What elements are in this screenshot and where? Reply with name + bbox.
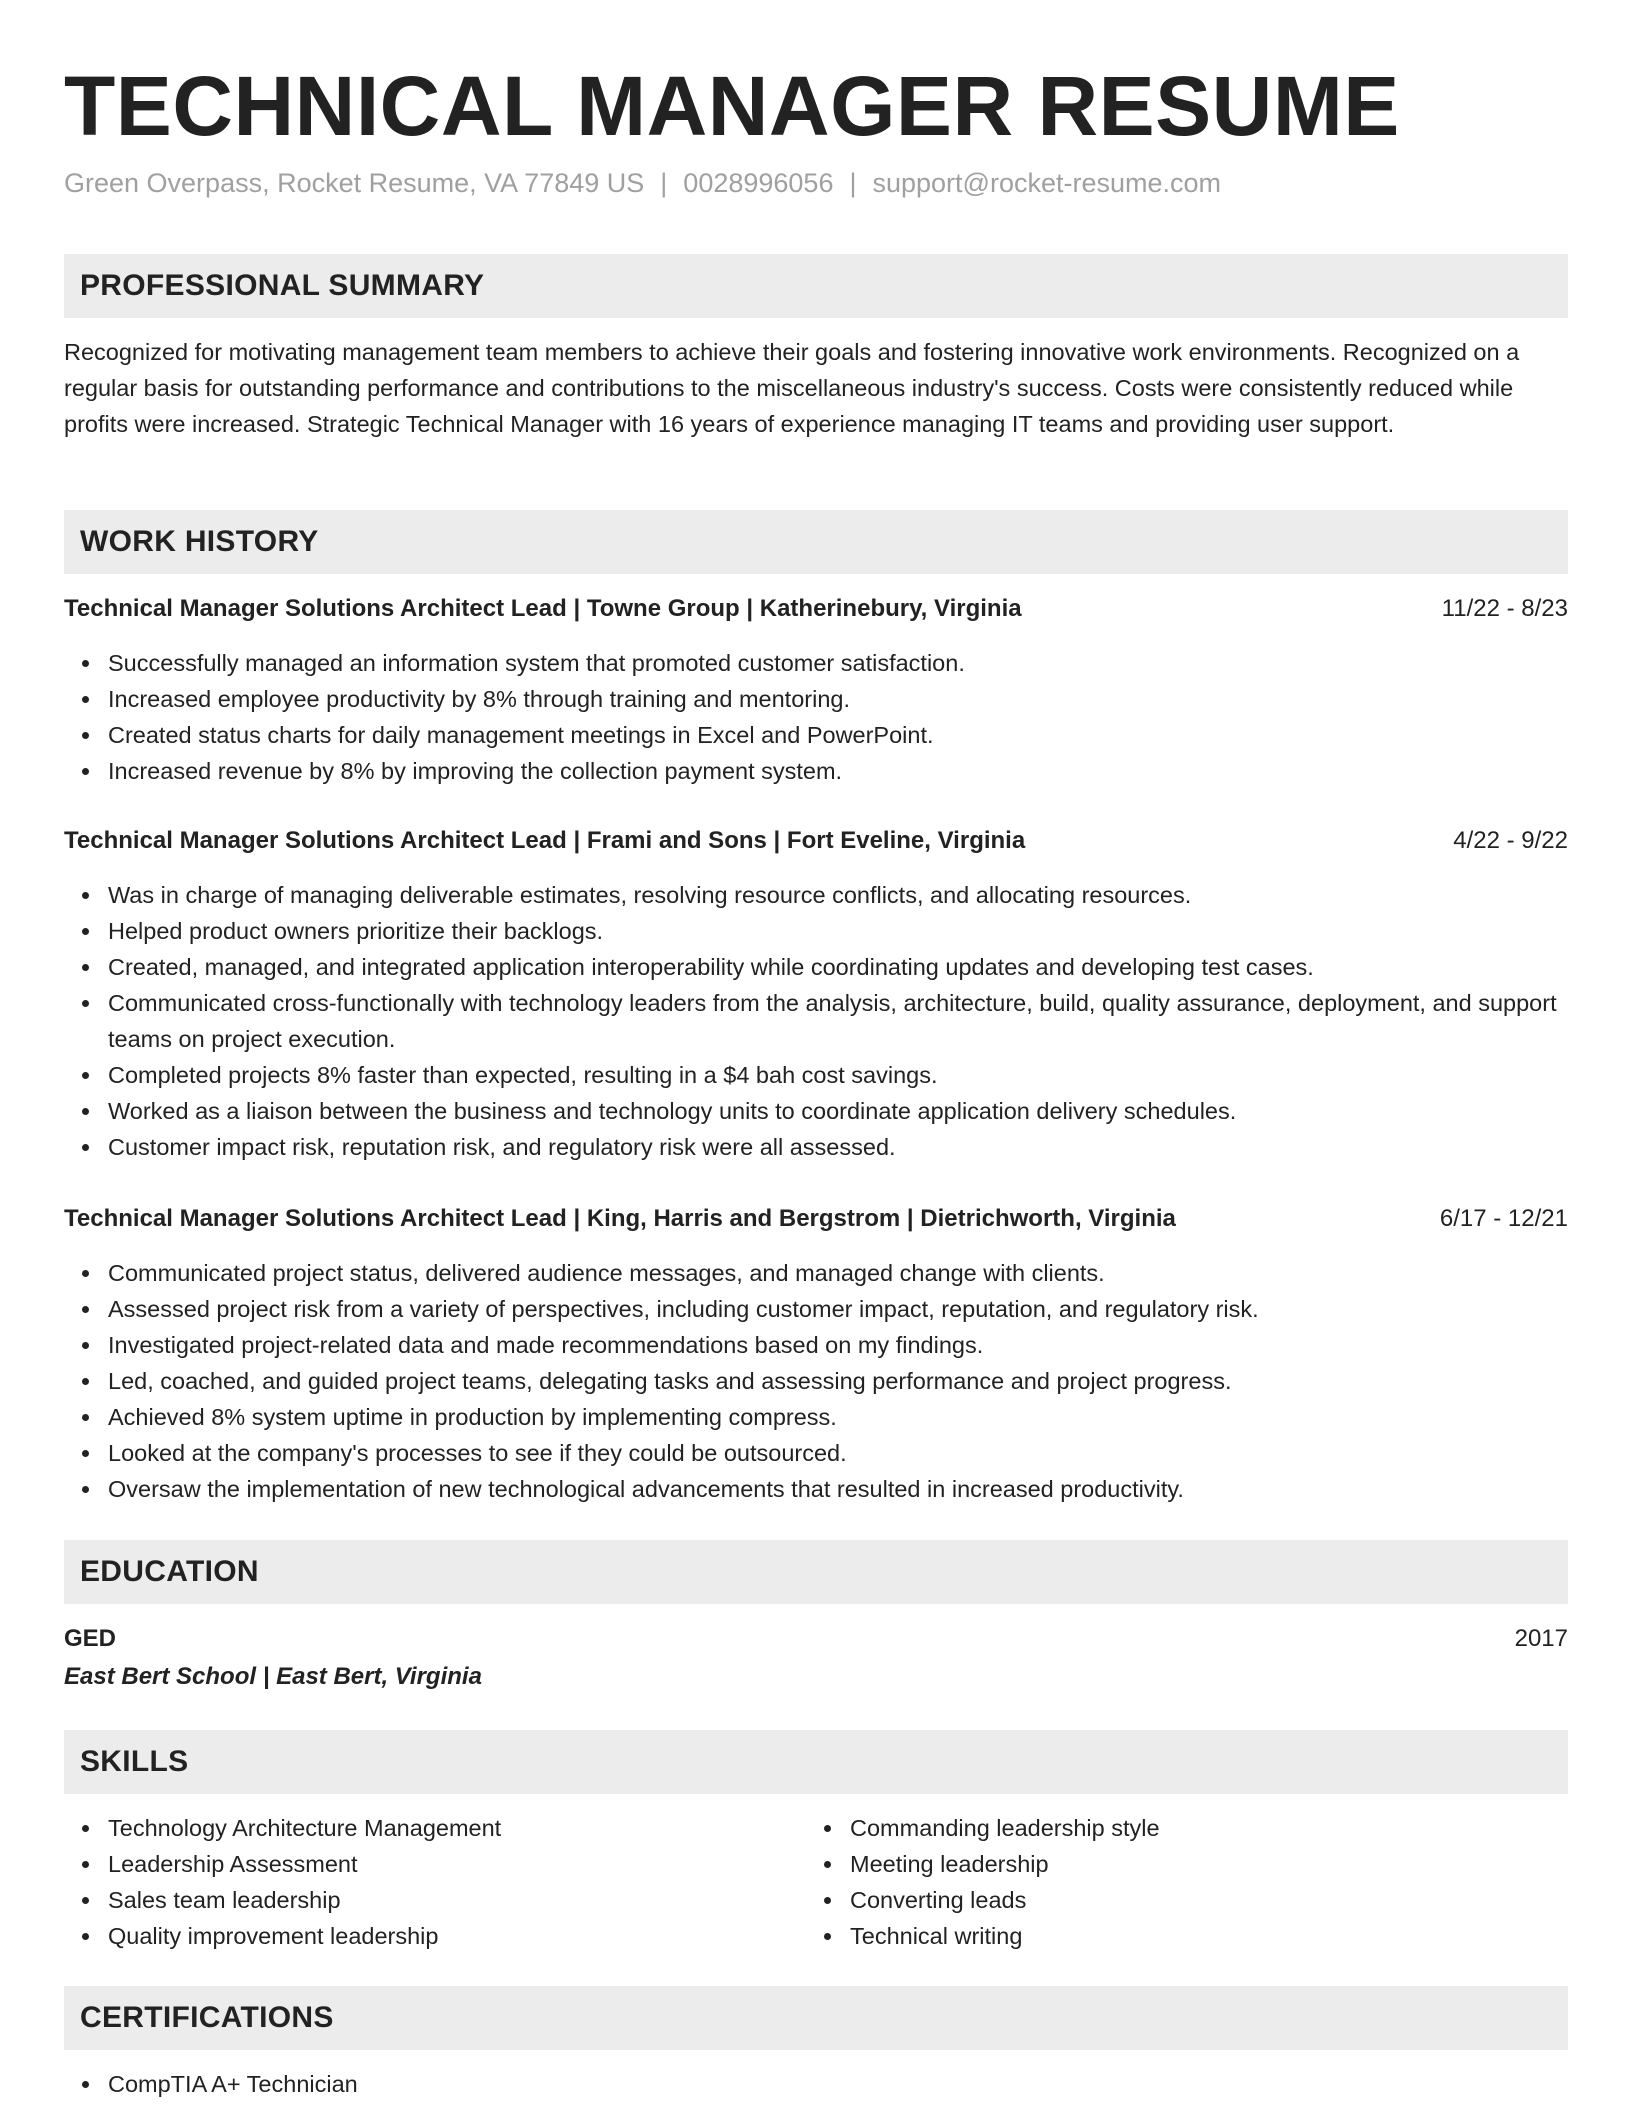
- job-bullet: Created status charts for daily management meetings in Excel and PowerPoint.: [108, 717, 1568, 753]
- job-dates: 6/17 - 12/21: [1439, 1205, 1568, 1232]
- job-title: Technical Manager Solutions Architect Lead | Frami and Sons | Fort Eveline, Virginia: [64, 827, 1026, 854]
- education-header: [64, 1621, 1568, 1657]
- job-bullets: [64, 1255, 1568, 1507]
- skills-column-right: [806, 1810, 1506, 1954]
- contact-separator: |: [660, 168, 668, 198]
- section-header-work-history: [64, 510, 1568, 574]
- section-header-summary: [64, 254, 1568, 318]
- job-dates: 4/22 - 9/22: [1453, 827, 1568, 854]
- job-bullet: Oversaw the implementation of new technological advancements that resulted in increased productivity.: [108, 1471, 1568, 1507]
- skill-item: Commanding leadership style: [850, 1810, 1506, 1846]
- job-bullet: Led, coached, and guided project teams, delegating tasks and assessing performance and project progress.: [108, 1363, 1568, 1399]
- job-bullet: Achieved 8% system uptime in production by implementing compress.: [108, 1399, 1568, 1435]
- job-bullets: [64, 645, 1568, 789]
- job-bullets: [64, 877, 1568, 1165]
- skill-item: Sales team leadership: [108, 1882, 764, 1918]
- contact-address: Green Overpass, Rocket Resume, VA 77849 US: [64, 168, 645, 198]
- job-header: [64, 591, 1568, 627]
- section-header-certifications: [64, 1986, 1568, 2050]
- skill-item: Quality improvement leadership: [108, 1918, 764, 1954]
- job-entry: [64, 1201, 1568, 1507]
- section-title: PROFESSIONAL SUMMARY: [80, 269, 485, 302]
- skill-item: Leadership Assessment: [108, 1846, 764, 1882]
- job-bullet: Increased employee productivity by 8% through training and mentoring.: [108, 681, 1568, 717]
- resume-title: TECHNICAL MANAGER RESUME: [64, 59, 1400, 153]
- certifications-list: [64, 2066, 1568, 2102]
- contact-phone: 0028996056: [683, 168, 834, 198]
- section-title: EDUCATION: [80, 1555, 259, 1588]
- skill-item: Meeting leadership: [850, 1846, 1506, 1882]
- section-title: SKILLS: [80, 1745, 189, 1778]
- job-bullet: Helped product owners prioritize their backlogs.: [108, 913, 1568, 949]
- contact-line: [64, 166, 1221, 200]
- job-title: Technical Manager Solutions Architect Lead | Towne Group | Katherinebury, Virginia: [64, 595, 1022, 622]
- job-bullet: Customer impact risk, reputation risk, and regulatory risk were all assessed.: [108, 1129, 1568, 1165]
- education-year: 2017: [1514, 1625, 1568, 1652]
- job-bullet: Completed projects 8% faster than expected, resulting in a $4 bah cost savings.: [108, 1057, 1568, 1093]
- skills-bullets: [806, 1810, 1506, 1954]
- job-bullet: Assessed project risk from a variety of perspectives, including customer impact, reputation, and regulatory risk.: [108, 1291, 1568, 1327]
- job-bullet: Communicated project status, delivered audience messages, and managed change with clients.: [108, 1255, 1568, 1291]
- section-header-skills: [64, 1730, 1568, 1794]
- contact-separator: |: [849, 168, 857, 198]
- job-entry: [64, 591, 1568, 789]
- summary-block: [64, 334, 1568, 442]
- skills-column-left: [64, 1810, 764, 1954]
- certification-item: CompTIA A+ Technician: [108, 2066, 1568, 2102]
- job-header: [64, 1201, 1568, 1237]
- job-header: [64, 823, 1568, 859]
- education-entry: [64, 1621, 1568, 1697]
- job-dates: 11/22 - 8/23: [1441, 595, 1568, 622]
- skill-item: Converting leads: [850, 1882, 1506, 1918]
- job-bullet: Increased revenue by 8% by improving the collection payment system.: [108, 753, 1568, 789]
- skills-bullets: [64, 1810, 764, 1954]
- section-title: WORK HISTORY: [80, 525, 319, 558]
- job-bullet: Investigated project-related data and made recommendations based on my findings.: [108, 1327, 1568, 1363]
- job-bullet: Worked as a liaison between the business and technology units to coordinate application delivery schedules.: [108, 1093, 1568, 1129]
- job-entry: [64, 823, 1568, 1165]
- skill-item: Technical writing: [850, 1918, 1506, 1954]
- contact-email: support@rocket-resume.com: [872, 168, 1222, 198]
- education-school: East Bert School | East Bert, Virginia: [64, 1663, 482, 1690]
- job-bullet: Looked at the company's processes to see if they could be outsourced.: [108, 1435, 1568, 1471]
- skill-item: Technology Architecture Management: [108, 1810, 764, 1846]
- job-bullet: Successfully managed an information system that promoted customer satisfaction.: [108, 645, 1568, 681]
- section-header-education: [64, 1540, 1568, 1604]
- section-title: CERTIFICATIONS: [80, 2001, 334, 2034]
- job-bullet: Communicated cross-functionally with technology leaders from the analysis, architecture, build, quality assurance, deployment, and support teams on project execution.: [108, 985, 1568, 1057]
- education-degree: GED: [64, 1625, 117, 1652]
- certification-bullets: [64, 2066, 1568, 2102]
- job-bullet: Was in charge of managing deliverable estimates, resolving resource conflicts, and allocating resources.: [108, 877, 1568, 913]
- summary-text: Recognized for motivating management team members to achieve their goals and fostering innovative work environments. Recognized on a regular basis for outstanding performance and contributions to the miscellaneous industry's success. Costs were consistently reduced while profits were increased. Strategic Technical Manager with 16 years of experience managing IT teams and providing user support.: [64, 339, 1520, 437]
- job-title: Technical Manager Solutions Architect Lead | King, Harris and Bergstrom | Dietrichworth, Virginia: [64, 1205, 1176, 1232]
- job-bullet: Created, managed, and integrated application interoperability while coordinating updates and developing test cases.: [108, 949, 1568, 985]
